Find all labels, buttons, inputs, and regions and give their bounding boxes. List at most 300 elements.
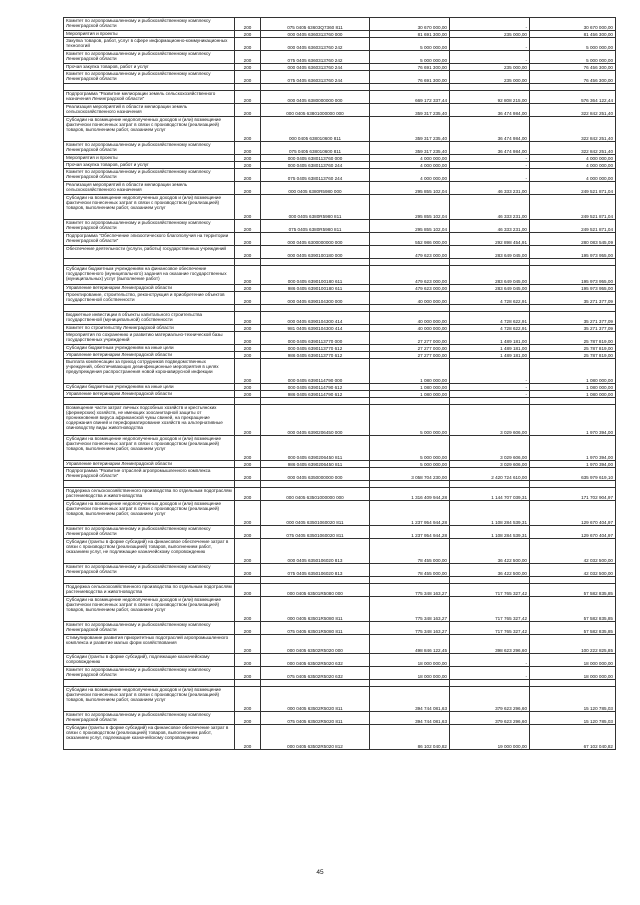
row-approved-amount: 394 744 081,63 (370, 687, 450, 712)
row-unexecuted-amount: 76 456 300,00 (530, 71, 616, 84)
row-classification-code: 000 0405 6380113760 244 (261, 162, 370, 169)
row-code: 200 (235, 325, 261, 332)
empty-cell (530, 259, 616, 266)
row-approved-amount: 1 237 954 944,28 (370, 501, 450, 526)
table-row (64, 654, 616, 667)
row-classification-code: 000 0405 6390206450 811 (261, 436, 370, 461)
empty-cell (261, 577, 370, 584)
row-unexecuted-amount: 35 271 377,09 (530, 312, 616, 325)
row-code: 200 (235, 162, 261, 169)
table-row (64, 539, 616, 564)
row-name: Комитет по агропромышленному и рыбохозяйственному комплексу Ленинградской области (64, 564, 235, 577)
row-classification-code: 075 0405 6380113760 244 (261, 169, 370, 182)
row-executed-amount: - (450, 384, 530, 391)
row-unexecuted-amount: 15 120 785,03 (530, 712, 616, 725)
row-approved-amount: 359 317 235,40 (370, 104, 450, 117)
row-unexecuted-amount: 1 970 394,00 (530, 436, 616, 461)
table-row (64, 526, 616, 539)
row-classification-code: 000 0405 6390114790 612 (261, 384, 370, 391)
row-executed-amount: - (450, 162, 530, 169)
row-unexecuted-amount: 171 702 904,97 (530, 488, 616, 501)
empty-cell (235, 398, 261, 405)
row-name: Подпрограмма "Развитие отраслей агропромышленного комплекса Ленинградской области" (64, 468, 235, 481)
row-approved-amount: 775 348 163,27 (370, 584, 450, 597)
row-executed-amount: 4 728 622,91 (450, 312, 530, 325)
row-executed-amount: 19 000 000,00 (450, 725, 530, 750)
row-executed-amount: 46 333 231,00 (450, 182, 530, 195)
row-unexecuted-amount: 18 000 000,00 (530, 667, 616, 680)
row-name: Комитет по агропромышленному и рыбохозяйственному комплексу Ленинградской области (64, 667, 235, 680)
row-executed-amount: - (450, 18, 530, 31)
empty-cell (450, 398, 530, 405)
row-unexecuted-amount: 25 787 819,00 (530, 345, 616, 352)
row-unexecuted-amount: 195 973 955,00 (530, 266, 616, 285)
row-unexecuted-amount: 322 842 251,40 (530, 104, 616, 117)
row-unexecuted-amount: 35 271 377,09 (530, 325, 616, 332)
row-unexecuted-amount: 249 521 871,04 (530, 195, 616, 220)
row-unexecuted-amount: 195 973 955,00 (530, 246, 616, 259)
row-code: 200 (235, 142, 261, 155)
empty-cell (235, 259, 261, 266)
row-code: 200 (235, 292, 261, 305)
row-approved-amount: 4 000 000,00 (370, 169, 450, 182)
row-code: 200 (235, 584, 261, 597)
row-executed-amount: 46 333 231,00 (450, 195, 530, 220)
row-classification-code: 000 0405 63501060020 811 (261, 501, 370, 526)
row-classification-code: 000 0405 6390104300 000 (261, 292, 370, 305)
row-unexecuted-amount: 1 970 394,00 (530, 405, 616, 436)
row-executed-amount: 92 808 215,00 (450, 91, 530, 104)
row-unexecuted-amount: 81 456 300,00 (530, 31, 616, 38)
table-row (64, 725, 616, 750)
row-name: Подпрограмма "Обеспечение эпизоотического благополучия на территории Ленинградской области" (64, 233, 235, 246)
empty-cell (235, 577, 261, 584)
empty-cell (530, 305, 616, 312)
row-classification-code: 000 0405 6350106020 813 (261, 539, 370, 564)
row-code: 200 (235, 332, 261, 345)
row-name: Прочая закупка товаров, работ и услуг (64, 64, 235, 71)
row-code: 200 (235, 266, 261, 285)
row-approved-amount: 5 000 000,00 (370, 405, 450, 436)
row-name: Мероприятия по сохранению и развитию материально-технической базы государственных учреждений (64, 332, 235, 345)
row-approved-amount: 295 855 102,04 (370, 195, 450, 220)
row-unexecuted-amount: 576 364 122,44 (530, 91, 616, 104)
row-executed-amount: 1 144 707 039,31 (450, 488, 530, 501)
row-name: Стимулирование развития приоритетных подотраслей агропромышленного комплекса и развитие малых форм хозяйствования (64, 635, 235, 654)
empty-cell (530, 84, 616, 91)
empty-cell (370, 577, 450, 584)
row-approved-amount: 775 348 163,27 (370, 622, 450, 635)
empty-cell (370, 680, 450, 687)
row-approved-amount: 669 172 337,44 (370, 91, 450, 104)
row-classification-code: 000 0405 6350000000 000 (261, 468, 370, 481)
row-approved-amount: 81 691 300,00 (370, 31, 450, 38)
empty-cell (450, 259, 530, 266)
table-row (64, 266, 616, 285)
row-code: 200 (235, 622, 261, 635)
empty-cell (261, 305, 370, 312)
row-name: Субсидии на возмещение недополученных доходов и (или) возмещение фактически понесенных затрат в связи с производством (реализацией) товаров, выполнением работ, оказанием услуг (64, 687, 235, 712)
row-classification-code: 000 0405 6390113770 612 (261, 345, 370, 352)
row-executed-amount: 379 623 296,60 (450, 712, 530, 725)
row-unexecuted-amount: 4 000 000,00 (530, 169, 616, 182)
row-executed-amount: - (450, 359, 530, 384)
empty-cell (370, 398, 450, 405)
table-row (64, 680, 616, 687)
row-approved-amount: 394 744 081,63 (370, 712, 450, 725)
empty-cell (370, 84, 450, 91)
row-classification-code: 986 0405 6390206450 811 (261, 461, 370, 468)
row-name: Поддержка сельскохозяйственного производства по отдельным подотраслям растениеводства и животноводства (64, 488, 235, 501)
row-code: 200 (235, 117, 261, 142)
row-unexecuted-amount: 42 032 500,00 (530, 539, 616, 564)
row-classification-code: 986 0405 6390114790 612 (261, 391, 370, 398)
table-row (64, 622, 616, 635)
row-executed-amount: 717 765 327,42 (450, 584, 530, 597)
row-executed-amount: 1 489 181,00 (450, 352, 530, 359)
row-classification-code: 075 0405 63603Q7360 811 (261, 18, 370, 31)
row-unexecuted-amount: 15 120 785,03 (530, 687, 616, 712)
table-row (64, 405, 616, 436)
table-row (64, 468, 616, 481)
row-executed-amount: 283 649 045,00 (450, 285, 530, 292)
row-classification-code: 000 0405 6380000000 000 (261, 91, 370, 104)
row-executed-amount: 235 000,00 (450, 71, 530, 84)
row-executed-amount: 235 000,00 (450, 31, 530, 38)
empty-cell (530, 481, 616, 488)
table-row (64, 461, 616, 468)
row-name: Управление ветеринарии Ленинградской области (64, 352, 235, 359)
row-name: Поддержка сельскохозяйственного производства по отдельным подотраслям растениеводства и животноводства (64, 584, 235, 597)
row-name: Субсидии бюджетным учреждениям на иные цели (64, 345, 235, 352)
table-row (64, 285, 616, 292)
row-executed-amount: 36 422 500,00 (450, 539, 530, 564)
row-name: Мероприятия и проекты (64, 155, 235, 162)
table-row (64, 162, 616, 169)
row-name: Бюджетные инвестиции в объекты капитального строительства государственной (муниципальной) собственности (64, 312, 235, 325)
row-name: Комитет по агропромышленному и рыбохозяйственному комплексу Ленинградской области (64, 51, 235, 64)
row-approved-amount: 30 670 000,00 (370, 18, 450, 31)
empty-cell (450, 680, 530, 687)
row-name: Субсидии на возмещение недополученных доходов и (или) возмещение фактически понесенных затрат в связи с производством (реализацией) товаров, выполнением работ, оказанием услуг (64, 501, 235, 526)
row-approved-amount: 359 317 235,40 (370, 117, 450, 142)
row-unexecuted-amount: 5 000 000,00 (530, 38, 616, 51)
table-row (64, 398, 616, 405)
row-code: 200 (235, 539, 261, 564)
row-classification-code: 986 0405 6390100180 611 (261, 285, 370, 292)
row-code: 200 (235, 725, 261, 750)
row-executed-amount: 292 898 454,91 (450, 233, 530, 246)
row-approved-amount: 5 000 000,00 (370, 51, 450, 64)
empty-cell (64, 577, 235, 584)
row-approved-amount: 40 000 000,00 (370, 325, 450, 332)
row-code: 200 (235, 246, 261, 259)
row-approved-amount: 3 058 704 230,00 (370, 468, 450, 481)
row-classification-code: 000 0405 638010600 811 (261, 117, 370, 142)
row-name: Мероприятия и проекты (64, 31, 235, 38)
row-classification-code: 000 0405 63502R5020 632 (261, 654, 370, 667)
empty-cell (261, 84, 370, 91)
row-approved-amount: 479 623 000,00 (370, 266, 450, 285)
row-classification-code: 075 0405 6360313760 244 (261, 71, 370, 84)
row-name: Субсидии на возмещение недополученных доходов и (или) возмещение фактически понесенных затрат в связи с производством (реализацией) товаров, выполнением работ, оказанием услуг (64, 195, 235, 220)
row-executed-amount: - (450, 51, 530, 64)
row-classification-code: 000 0405 6300000000 000 (261, 233, 370, 246)
row-unexecuted-amount: 57 582 835,85 (530, 584, 616, 597)
empty-cell (64, 481, 235, 488)
row-unexecuted-amount: 25 787 819,00 (530, 332, 616, 345)
row-executed-amount: - (450, 667, 530, 680)
row-executed-amount: 4 728 622,91 (450, 292, 530, 305)
table-row (64, 169, 616, 182)
row-approved-amount: 775 348 163,27 (370, 597, 450, 622)
row-unexecuted-amount: 322 842 251,40 (530, 117, 616, 142)
row-executed-amount: 46 333 231,00 (450, 220, 530, 233)
row-approved-amount: 5 000 000,00 (370, 38, 450, 51)
table-row (64, 436, 616, 461)
row-code: 200 (235, 64, 261, 71)
row-executed-amount: 717 765 327,42 (450, 622, 530, 635)
empty-cell (235, 481, 261, 488)
row-name: Проектирование, строительство, реконструкция и приобретение объектов государственной собственности (64, 292, 235, 305)
row-classification-code: 000 0405 6380R5980 811 (261, 195, 370, 220)
row-approved-amount: 295 855 102,04 (370, 220, 450, 233)
row-unexecuted-amount: 42 032 500,00 (530, 564, 616, 577)
row-unexecuted-amount: 322 842 251,40 (530, 142, 616, 155)
row-approved-amount: 40 000 000,00 (370, 292, 450, 305)
row-classification-code: 981 0405 6390104300 414 (261, 325, 370, 332)
row-approved-amount: 4 000 000,00 (370, 155, 450, 162)
row-approved-amount: 1 080 000,00 (370, 384, 450, 391)
row-code: 200 (235, 654, 261, 667)
row-name: Возмещение части затрат личных подсобных хозяйств и крестьянских (фермерских) хозяйств, не имеющих зоосанитарной защиты от проникновения вируса африканской чумы свиней, на прекращение содержания свиней и переформатирование хозяйств на альтернативные свиноводству виды животноводства (64, 405, 235, 436)
table-row (64, 325, 616, 332)
row-executed-amount: 36 474 984,00 (450, 142, 530, 155)
table-row (64, 220, 616, 233)
row-code: 200 (235, 195, 261, 220)
table-row (64, 564, 616, 577)
row-classification-code: 075 0405 6350106020 813 (261, 564, 370, 577)
row-classification-code: 000 0405 6390114790 000 (261, 359, 370, 384)
table-row (64, 501, 616, 526)
row-classification-code: 000 0405 63801000000 000 (261, 104, 370, 117)
row-name: Комитет по агропромышленному и рыбохозяйственному комплексу Ленинградской области (64, 142, 235, 155)
row-unexecuted-amount: 129 670 404,97 (530, 501, 616, 526)
row-approved-amount: 27 277 000,00 (370, 332, 450, 345)
row-classification-code: 075 0405 6380R5980 811 (261, 220, 370, 233)
row-name: Подпрограмма "Развитие мелиорации земель сельскохозяйственного назначения Ленинградской области" (64, 91, 235, 104)
row-executed-amount: 283 649 045,00 (450, 266, 530, 285)
row-executed-amount: 283 649 045,00 (450, 246, 530, 259)
row-classification-code: 075 0405 6360313760 242 (261, 51, 370, 64)
row-name: Управление ветеринарии Ленинградской области (64, 391, 235, 398)
row-unexecuted-amount: 57 582 835,85 (530, 622, 616, 635)
table-row (64, 667, 616, 680)
row-classification-code: 000 0405 6360313760 244 (261, 64, 370, 71)
empty-cell (450, 84, 530, 91)
empty-cell (261, 680, 370, 687)
row-approved-amount: 1 316 409 944,28 (370, 488, 450, 501)
table-row (64, 64, 616, 71)
row-code: 200 (235, 667, 261, 680)
row-name: Субсидии (гранты в форме субсидий) на финансовое обеспечение затрат в связи с производством (реализацией) товаров, выполнением работ, оказанием услуг, подлежащие казначейскому сопровождению (64, 725, 235, 750)
row-classification-code: 000 0405 63502R5020 000 (261, 635, 370, 654)
row-approved-amount: 479 623 000,00 (370, 285, 450, 292)
row-unexecuted-amount: 1 080 000,00 (530, 391, 616, 398)
row-classification-code: 075 0405 63501R5080 811 (261, 622, 370, 635)
row-unexecuted-amount: 5 000 000,00 (530, 51, 616, 64)
row-executed-amount: 36 422 500,00 (450, 564, 530, 577)
row-approved-amount: 18 000 000,00 (370, 654, 450, 667)
empty-cell (370, 481, 450, 488)
row-name: Субсидии (гранты в форме субсидий), подлежащие казначейскому сопровождению (64, 654, 235, 667)
empty-cell (450, 577, 530, 584)
row-approved-amount: 40 000 000,00 (370, 312, 450, 325)
row-code: 200 (235, 182, 261, 195)
row-unexecuted-amount: 30 670 000,00 (530, 18, 616, 31)
row-code: 200 (235, 38, 261, 51)
table-row (64, 305, 616, 312)
row-classification-code: 075 0405 63502R5020 632 (261, 667, 370, 680)
row-code: 200 (235, 31, 261, 38)
table-row (64, 233, 616, 246)
row-unexecuted-amount: 1 970 394,00 (530, 461, 616, 468)
row-executed-amount: 36 474 984,00 (450, 117, 530, 142)
row-code: 200 (235, 285, 261, 292)
row-name: Комитет по строительству Ленинградской области (64, 325, 235, 332)
row-name: Управление ветеринарии Ленинградской области (64, 285, 235, 292)
budget-execution-table (63, 17, 616, 750)
table-row (64, 384, 616, 391)
row-unexecuted-amount: 195 973 955,00 (530, 285, 616, 292)
empty-cell (530, 398, 616, 405)
row-approved-amount: 76 691 300,00 (370, 64, 450, 71)
row-classification-code: 000 0405 63502R5020 812 (261, 725, 370, 750)
table-row (64, 142, 616, 155)
row-name: Выплата компенсации за приход сотрудников подведомственных учреждений, обеспечивающих дезинфекционные мероприятия в целях предупреждения распространения новой коронавирусной инфекции (64, 359, 235, 384)
row-code: 200 (235, 51, 261, 64)
row-executed-amount: 3 029 606,00 (450, 436, 530, 461)
table-row (64, 391, 616, 398)
row-approved-amount: 498 846 122,45 (370, 635, 450, 654)
row-code: 200 (235, 488, 261, 501)
table-row (64, 246, 616, 259)
empty-cell (450, 481, 530, 488)
row-classification-code: 075 0405 63502R5020 811 (261, 712, 370, 725)
row-approved-amount: 4 000 000,00 (370, 162, 450, 169)
row-code: 200 (235, 352, 261, 359)
row-executed-amount: 2 420 724 610,00 (450, 468, 530, 481)
empty-cell (450, 305, 530, 312)
table-row (64, 51, 616, 64)
row-approved-amount: 78 455 000,00 (370, 539, 450, 564)
row-approved-amount: 479 623 000,00 (370, 246, 450, 259)
empty-cell (235, 680, 261, 687)
table-row (64, 352, 616, 359)
row-approved-amount: 1 237 954 944,28 (370, 526, 450, 539)
row-unexecuted-amount: 4 000 000,00 (530, 155, 616, 162)
row-code: 200 (235, 104, 261, 117)
row-code: 200 (235, 391, 261, 398)
empty-cell (64, 680, 235, 687)
row-code: 200 (235, 635, 261, 654)
row-classification-code: 000 0405 6360313760 000 (261, 31, 370, 38)
row-executed-amount: 1 108 284 539,31 (450, 526, 530, 539)
row-code: 200 (235, 71, 261, 84)
empty-cell (64, 305, 235, 312)
table-row (64, 635, 616, 654)
row-name: Комитет по агропромышленному и рыбохозяйственному комплексу Ленинградской области (64, 71, 235, 84)
row-classification-code: 075 0405 638010600 811 (261, 142, 370, 155)
row-executed-amount: 4 728 622,91 (450, 325, 530, 332)
row-name: Комитет по агропромышленному и рыбохозяйственному комплексу Ленинградской области (64, 220, 235, 233)
row-code: 200 (235, 405, 261, 436)
row-executed-amount: 36 474 984,00 (450, 104, 530, 117)
row-executed-amount: 379 623 296,60 (450, 687, 530, 712)
row-code: 200 (235, 564, 261, 577)
row-unexecuted-amount: 129 670 404,97 (530, 526, 616, 539)
row-classification-code: 000 0405 63501R5080 811 (261, 597, 370, 622)
row-classification-code: 000 0405 63501R5080 000 (261, 584, 370, 597)
row-approved-amount: 78 455 000,00 (370, 564, 450, 577)
table-row (64, 91, 616, 104)
table-row (64, 292, 616, 305)
row-approved-amount: 86 102 040,82 (370, 725, 450, 750)
table-row (64, 577, 616, 584)
row-approved-amount: 359 317 235,40 (370, 142, 450, 155)
table-row (64, 481, 616, 488)
row-classification-code: 000 0405 6360313760 242 (261, 38, 370, 51)
row-classification-code: 000 0405 6380R5980 000 (261, 182, 370, 195)
row-classification-code: 000 0405 63502R5020 811 (261, 687, 370, 712)
row-unexecuted-amount: 1 080 000,00 (530, 359, 616, 384)
row-executed-amount: - (450, 654, 530, 667)
row-executed-amount: 398 623 296,60 (450, 635, 530, 654)
row-code: 200 (235, 501, 261, 526)
row-classification-code: 986 0405 6390113770 612 (261, 352, 370, 359)
row-executed-amount: 3 029 606,00 (450, 405, 530, 436)
row-code: 200 (235, 312, 261, 325)
row-unexecuted-amount: 100 222 825,85 (530, 635, 616, 654)
row-unexecuted-amount: 18 000 000,00 (530, 654, 616, 667)
table-row (64, 259, 616, 266)
empty-cell (530, 577, 616, 584)
row-code: 200 (235, 359, 261, 384)
table-row (64, 687, 616, 712)
row-unexecuted-amount: 280 083 545,09 (530, 233, 616, 246)
row-name: Закупка товаров, работ, услуг в сфере информационно-коммуникационных технологий (64, 38, 235, 51)
table-row (64, 31, 616, 38)
empty-cell (261, 398, 370, 405)
row-executed-amount: 3 029 606,00 (450, 461, 530, 468)
row-code: 200 (235, 461, 261, 468)
empty-cell (370, 259, 450, 266)
row-code: 200 (235, 712, 261, 725)
row-unexecuted-amount: 25 787 819,00 (530, 352, 616, 359)
row-unexecuted-amount: 635 979 619,10 (530, 468, 616, 481)
row-approved-amount: 5 000 000,00 (370, 436, 450, 461)
row-unexecuted-amount: 67 102 040,82 (530, 725, 616, 750)
table-row (64, 597, 616, 622)
row-executed-amount: - (450, 169, 530, 182)
row-name: Субсидии на возмещение недополученных доходов и (или) возмещение фактически понесенных затрат в связи с производством (реализацией) товаров, выполнением работ, оказанием услуг (64, 117, 235, 142)
row-classification-code: 075 0405 63501060020 811 (261, 526, 370, 539)
empty-cell (261, 481, 370, 488)
row-code: 200 (235, 526, 261, 539)
row-name: Субсидии бюджетным учреждениям на иные цели (64, 384, 235, 391)
row-classification-code: 000 0405 6390113770 000 (261, 332, 370, 345)
row-approved-amount: 5 000 000,00 (370, 461, 450, 468)
